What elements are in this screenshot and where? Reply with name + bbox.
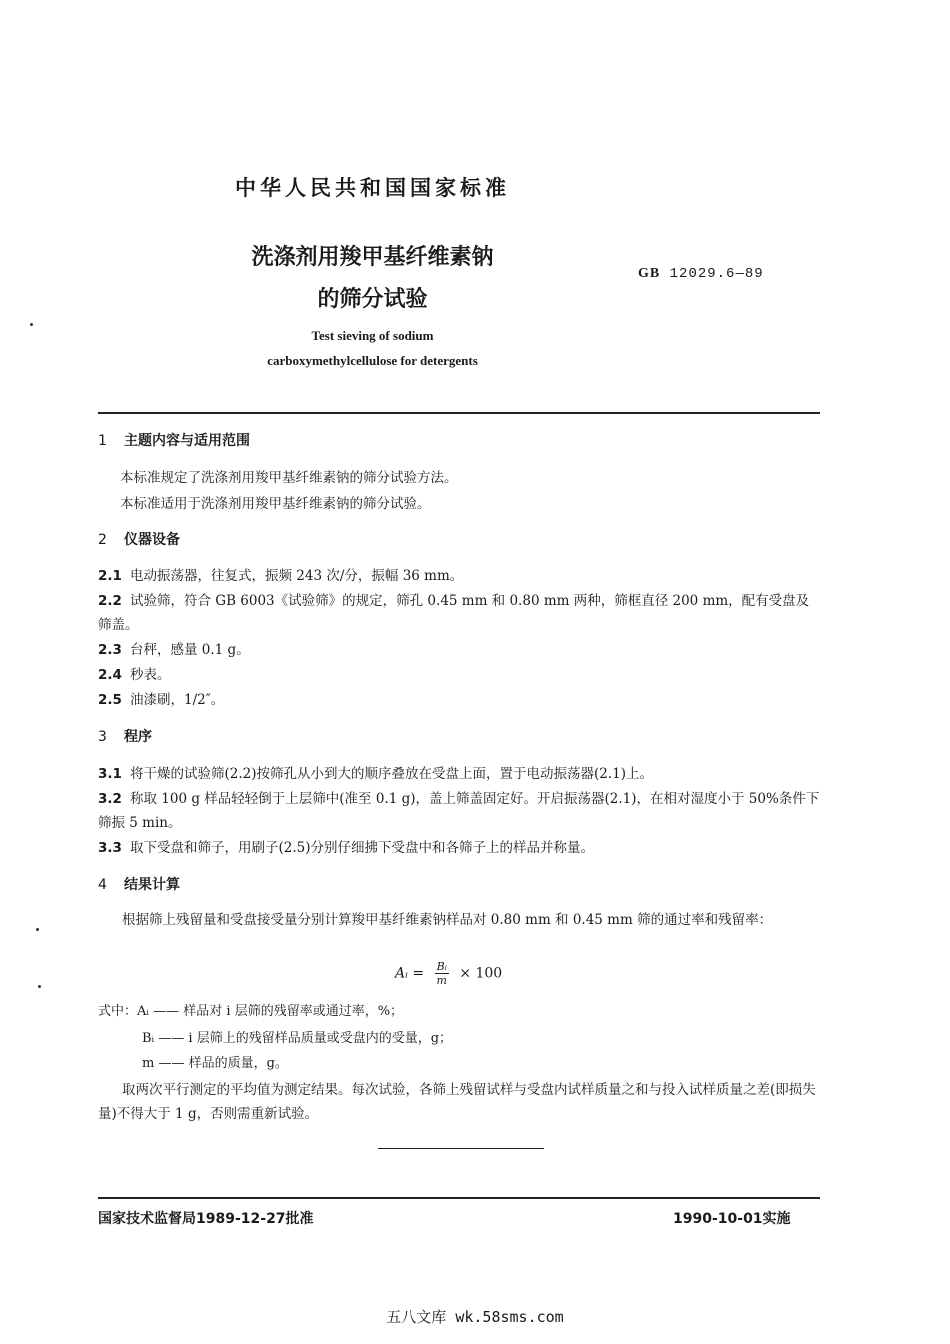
- section-number: 3: [98, 729, 107, 745]
- where-label: 式中：: [98, 1004, 138, 1019]
- list-item-3-1: [98, 762, 820, 786]
- where-line-1: [98, 1000, 403, 1019]
- section-4-conclusion: 取两次平行测定的平均值为测定结果。每次试验，各筛上残留试样与受盘内试样质量之和与投入试样质量之差(即损失量)不得大于 1 g，否则需重新试验。: [98, 1082, 816, 1122]
- approval-info: 国家技术监督局1989-12-27批准: [98, 1211, 314, 1227]
- effective-date: 1990-10-01实施: [673, 1211, 791, 1227]
- document-title-line1: 洗涤剂用羧甲基纤维素钠: [251, 245, 494, 270]
- standard-prefix: GB: [638, 266, 661, 281]
- where-line-3: m —— 样品的质量，g。: [142, 1056, 288, 1071]
- section-1-para-2: 本标准适用于洗涤剂用羧甲基纤维素钠的筛分试验。: [120, 496, 431, 512]
- national-standard-heading: 中华人民共和国国家标准: [235, 176, 510, 200]
- item-text: 试验筛，符合 GB 6003《试验筛》的规定，筛孔 0.45 mm 和 0.80 mm 两种，筛框直径 200 mm，配有受盘及筛盖。: [98, 593, 810, 633]
- item-text: 油漆刷，1/2″。: [130, 692, 225, 708]
- item-number: 2.1: [98, 568, 122, 584]
- formula-denominator: m: [436, 974, 447, 987]
- list-item-2-5: [98, 688, 820, 712]
- scan-speck: [36, 928, 39, 931]
- standard-code: 12029.6—89: [669, 266, 764, 282]
- section-number: 4: [98, 877, 107, 893]
- formula: [395, 960, 502, 987]
- list-item-3-3: [98, 836, 820, 860]
- item-number: 3.2: [98, 791, 122, 807]
- section-title: 结果计算: [124, 877, 180, 893]
- section-2-heading: [98, 529, 180, 549]
- item-text: 称取 100 g 样品轻轻倒于上层筛中(准至 0.1 g)，盖上筛盖固定好。开启振荡器(2.1)，在相对湿度小于 50%条件下筛振 5 min。: [98, 791, 820, 831]
- section-title: 仪器设备: [124, 532, 180, 548]
- scan-speck: [38, 985, 41, 988]
- item-text: 台秤，感量 0.1 g。: [130, 642, 250, 658]
- item-text: 秒表。: [130, 667, 171, 683]
- formula-rhs: × 100: [459, 965, 503, 982]
- formula-numerator: Bᵢ: [436, 960, 447, 973]
- item-number: 2.3: [98, 642, 122, 658]
- list-item-3-2: [98, 787, 820, 835]
- section-3-heading: [98, 726, 152, 746]
- footer-divider: [98, 1197, 820, 1199]
- list-item-2-1: [98, 564, 820, 588]
- formula-lhs: Aᵢ =: [395, 965, 425, 982]
- item-text: 将干燥的试验筛(2.2)按筛孔从小到大的顺序叠放在受盘上面，置于电动振荡器(2.1)上。: [130, 766, 654, 782]
- section-number: 2: [98, 532, 107, 548]
- document-title-line2: 的筛分试验: [317, 287, 428, 312]
- section-4-intro: 根据筛上残留量和受盘接受量分别计算羧甲基纤维素钠样品对 0.80 mm 和 0.45 mm 筛的通过率和残留率：: [122, 912, 773, 928]
- section-title: 主题内容与适用范围: [124, 433, 250, 449]
- scan-speck: [30, 323, 33, 326]
- item-text: 电动振荡器，往复式，振频 243 次/分，振幅 36 mm。: [130, 568, 464, 584]
- formula-fraction: [435, 960, 449, 987]
- where-line-2: Bᵢ —— i 层筛上的残留样品质量或受盘内的受量，g；: [142, 1031, 453, 1046]
- section-1-heading: [98, 430, 250, 450]
- item-number: 2.4: [98, 667, 122, 683]
- item-number: 2.2: [98, 593, 122, 609]
- section-title: 程序: [124, 729, 152, 745]
- item-number: 2.5: [98, 692, 122, 708]
- section-1-para-1: 本标准规定了洗涤剂用羧甲基纤维素钠的筛分试验方法。: [120, 470, 458, 486]
- english-title-line1: Test sieving of sodium: [311, 328, 434, 343]
- header-divider: [98, 412, 820, 414]
- list-item-2-4: [98, 663, 820, 687]
- list-item-2-3: [98, 638, 820, 662]
- item-number: 3.3: [98, 840, 122, 856]
- standard-number: [638, 266, 764, 282]
- where-def-A: Aᵢ —— 样品对 i 层筛的残留率或通过率，%；: [137, 1004, 404, 1019]
- end-divider: [378, 1148, 544, 1149]
- section-4-heading: [98, 874, 180, 894]
- watermark: 五八文库 wk.58sms.com: [386, 1308, 564, 1326]
- item-number: 3.1: [98, 766, 122, 782]
- section-number: 1: [98, 433, 107, 449]
- english-title-line2: carboxymethylcellulose for detergents: [267, 353, 478, 368]
- list-item-2-2: [98, 589, 820, 637]
- item-text: 取下受盘和筛子，用刷子(2.5)分别仔细拂下受盘中和各筛子上的样品并称量。: [130, 840, 595, 856]
